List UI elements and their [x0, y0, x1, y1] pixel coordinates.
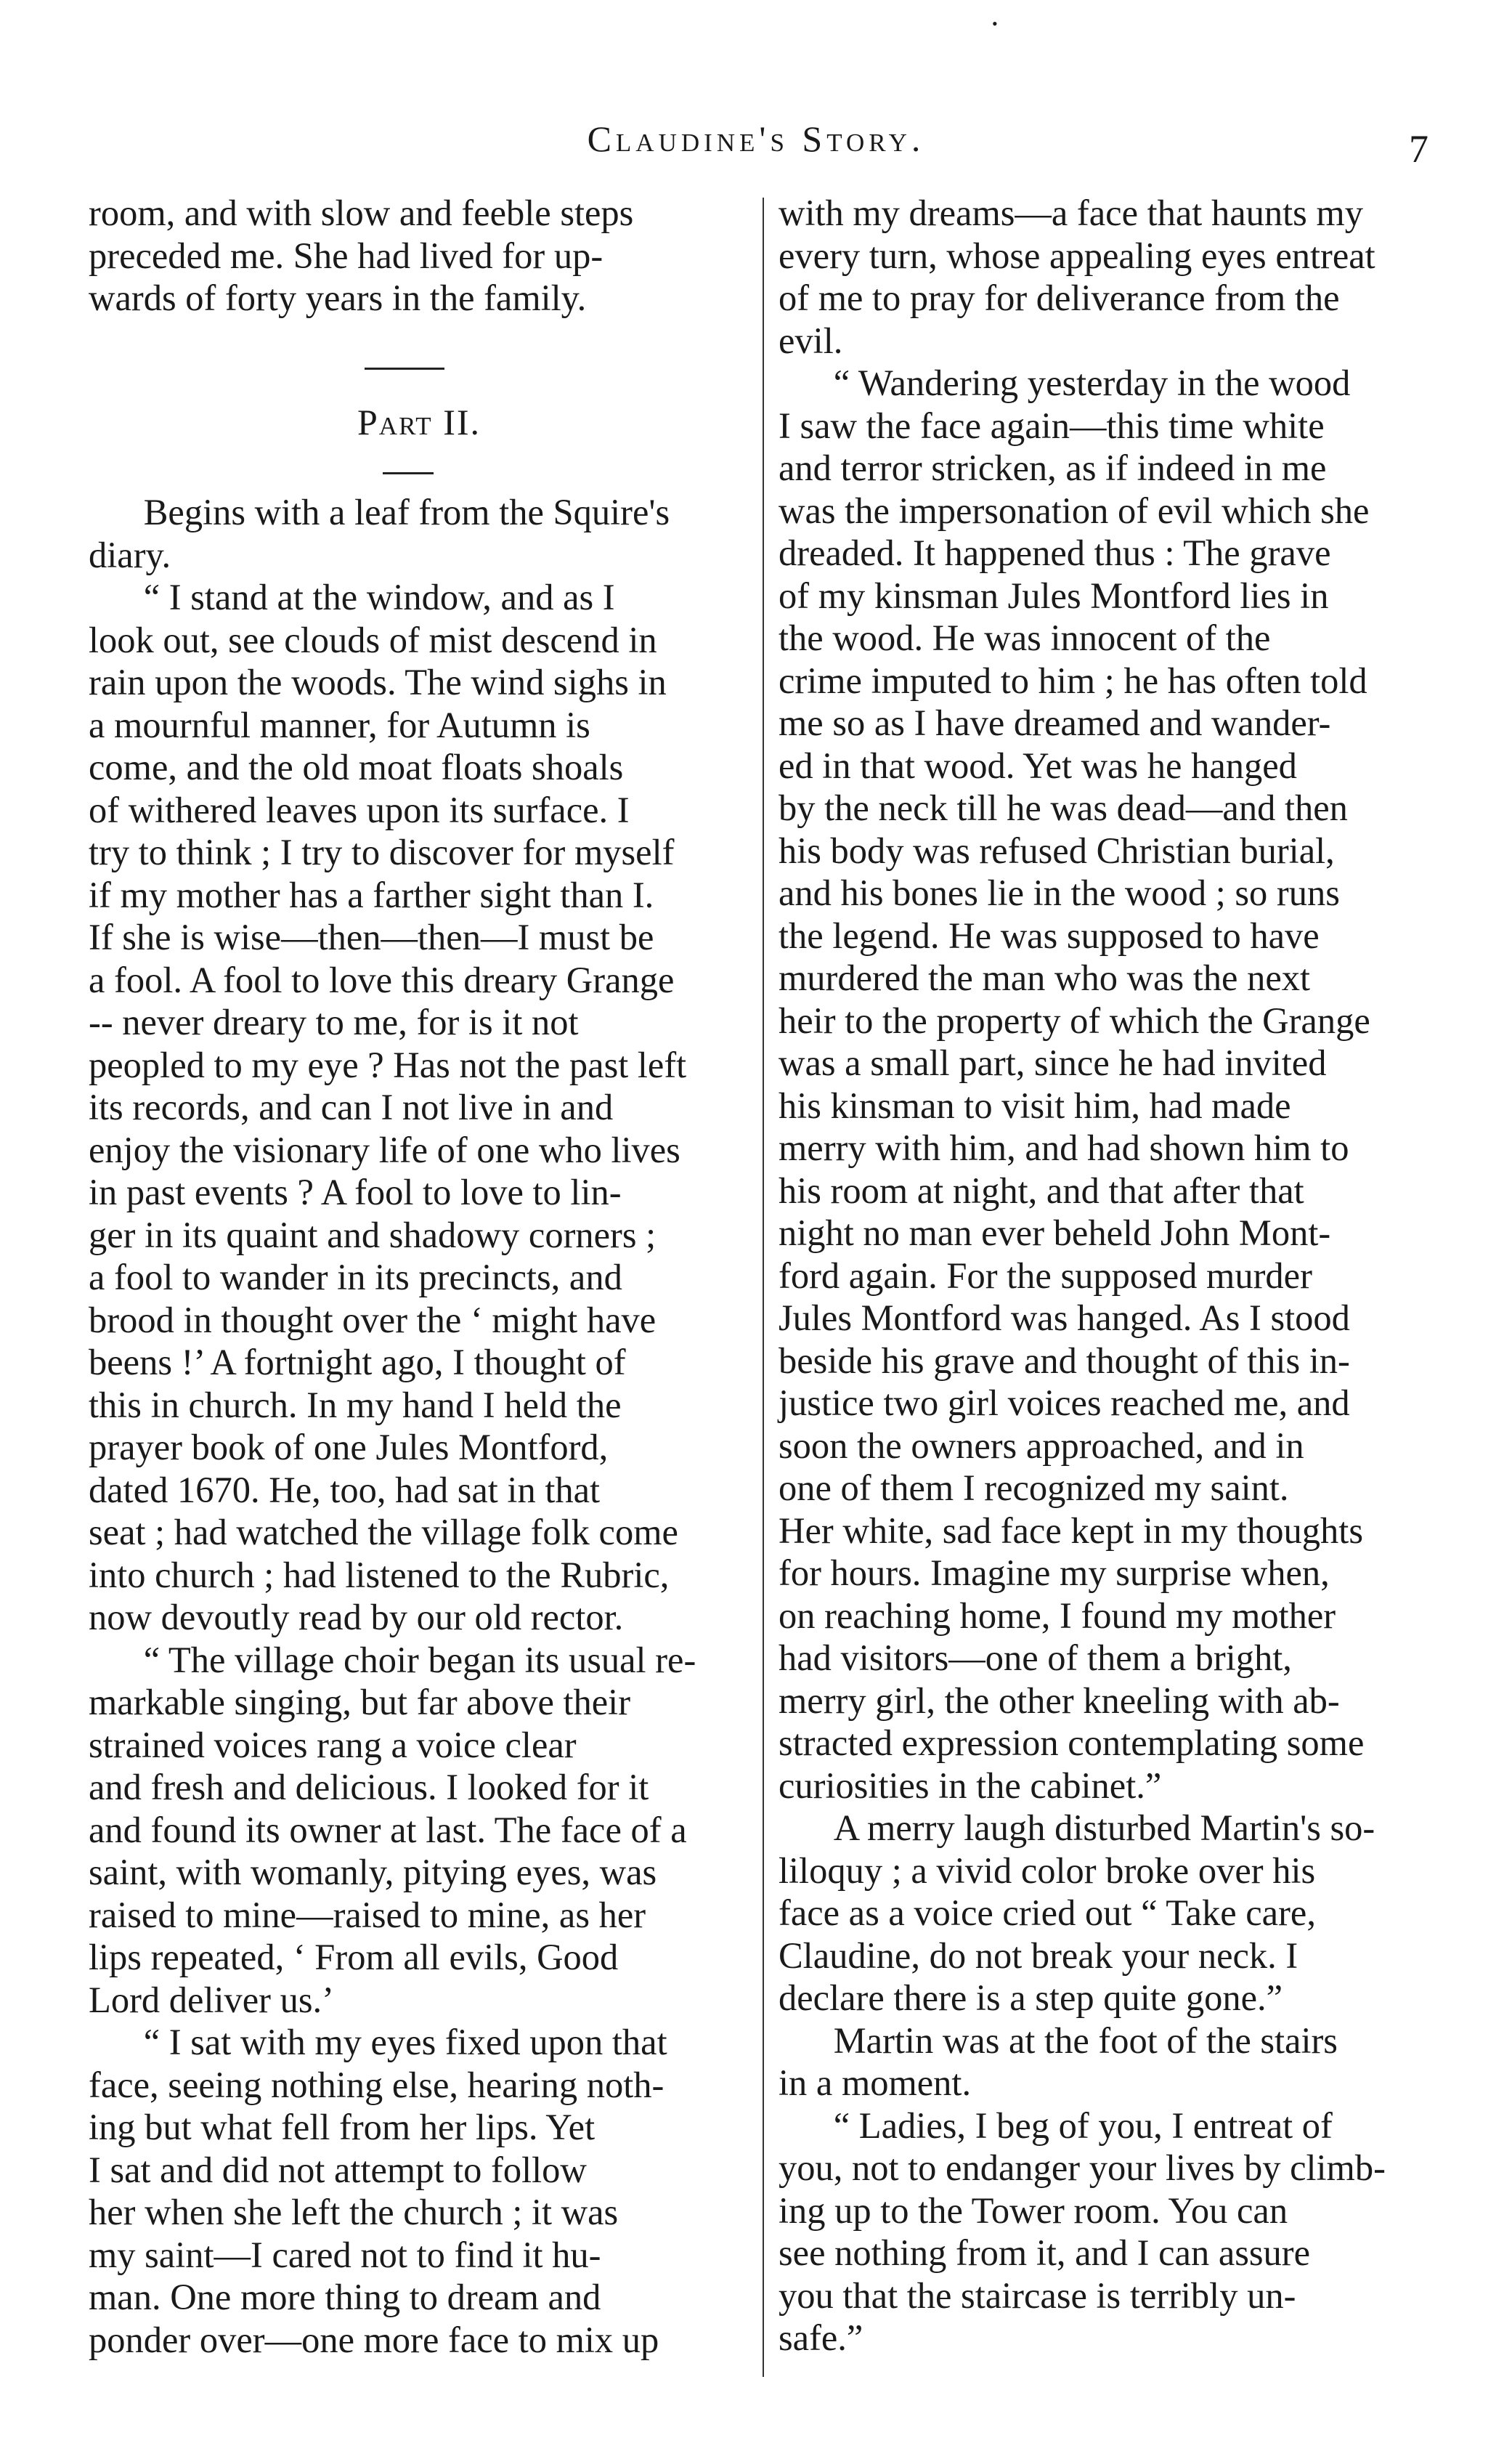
- text-line: dated 1670. He, too, had sat in that: [89, 1469, 601, 1510]
- text-line: by the neck till he was dead—and then: [779, 787, 1348, 828]
- text-line: a fool to wander in its precincts, and: [89, 1257, 622, 1297]
- text-line: preceded me. She had lived for up-: [89, 235, 603, 276]
- text-line: and found its owner at last. The face of a: [89, 1809, 687, 1850]
- left-column-body: [89, 491, 749, 2361]
- text-line: “ I stand at the window, and as I: [89, 577, 615, 617]
- text-line: heir to the property of which the Grange: [779, 1000, 1370, 1041]
- running-head: Claudine's Story.: [587, 118, 925, 159]
- text-line: the legend. He was supposed to have: [779, 915, 1320, 956]
- text-line: and his bones lie in the wood ; so runs: [779, 872, 1340, 913]
- printer-mark: •: [992, 15, 998, 33]
- text-line: try to think ; I try to discover for myself: [89, 832, 675, 872]
- text-line: ponder over—one more face to mix up: [89, 2319, 659, 2360]
- text-line: beside his grave and thought of this in-: [779, 1340, 1350, 1381]
- text-line: man. One more thing to dream and: [89, 2277, 601, 2317]
- text-line: a mournful manner, for Autumn is: [89, 704, 590, 745]
- text-line: enjoy the visionary life of one who lives: [89, 1129, 680, 1170]
- text-line: ger in its quaint and shadowy corners ;: [89, 1214, 657, 1255]
- text-line: safe.”: [779, 2317, 863, 2358]
- text-line: beens !’ A fortnight ago, I thought of: [89, 1342, 626, 1382]
- text-line: and fresh and delicious. I looked for it: [89, 1767, 649, 1807]
- text-line: the wood. He was innocent of the: [779, 617, 1271, 658]
- text-line: raised to mine—raised to mine, as her: [89, 1894, 646, 1935]
- text-line: of withered leaves upon its surface. I: [89, 789, 630, 830]
- text-line: ing but what fell from her lips. Yet: [89, 2107, 596, 2147]
- text-line: rain upon the woods. The wind sighs in: [89, 662, 667, 702]
- text-line: strained voices rang a voice clear: [89, 1724, 577, 1765]
- text-line: If she is wise—then—then—I must be: [89, 917, 654, 957]
- text-line: A merry laugh disturbed Martin's so-: [779, 1807, 1375, 1848]
- text-line: lips repeated, ‘ From all evils, Good: [89, 1937, 619, 1977]
- text-line: Martin was at the foot of the stairs: [779, 2019, 1338, 2061]
- text-line: come, and the old moat floats shoals: [89, 747, 624, 787]
- text-line: me so as I have dreamed and wander-: [779, 702, 1331, 743]
- text-line: Jules Montford was hanged. As I stood: [779, 1297, 1350, 1338]
- text-line: my saint—I cared not to find it hu-: [89, 2234, 601, 2275]
- text-line: evil.: [779, 320, 843, 361]
- text-line: night no man ever beheld John Mont-: [779, 1212, 1331, 1253]
- text-line: markable singing, but far above their: [89, 1682, 631, 1722]
- part-heading: Part II.: [357, 402, 481, 442]
- text-line: face as a voice cried out “ Take care,: [779, 1892, 1316, 1933]
- text-line: this in church. In my hand I held the: [89, 1384, 622, 1425]
- text-line: ing up to the Tower room. You can: [779, 2189, 1288, 2231]
- text-line: “ The village choir began its usual re-: [89, 1639, 696, 1680]
- right-column-body: [779, 192, 1432, 2359]
- text-line: had visitors—one of them a bright,: [779, 1637, 1292, 1678]
- text-line: was a small part, since he had invited: [779, 1042, 1327, 1083]
- text-line: murdered the man who was the next: [779, 957, 1311, 998]
- text-line: his kinsman to visit him, had made: [779, 1085, 1291, 1126]
- text-line: you that the staircase is terribly un-: [779, 2274, 1296, 2316]
- text-line: was the impersonation of evil which she: [779, 490, 1370, 531]
- text-line: for hours. Imagine my surprise when,: [779, 1552, 1330, 1593]
- text-line: and terror stricken, as if indeed in me: [779, 447, 1327, 488]
- text-line: in past events ? A fool to love to lin-: [89, 1172, 622, 1212]
- text-line: justice two girl voices reached me, and: [779, 1382, 1350, 1423]
- page-number: 7: [1409, 127, 1428, 171]
- text-line: ford again. For the supposed murder: [779, 1255, 1312, 1296]
- text-line: peopled to my eye ? Has not the past left: [89, 1044, 687, 1085]
- text-line: brood in thought over the ‘ might have: [89, 1299, 657, 1340]
- text-line: ed in that wood. Yet was he hanged: [779, 745, 1297, 786]
- text-line: his room at night, and that after that: [779, 1170, 1304, 1211]
- text-line: Begins with a leaf from the Squire's: [89, 492, 670, 532]
- text-line: of my kinsman Jules Montford lies in: [779, 575, 1329, 616]
- text-line: “ Wandering yesterday in the wood: [779, 362, 1351, 403]
- column-divider: [763, 198, 764, 2377]
- text-line: one of them I recognized my saint.: [779, 1467, 1289, 1508]
- text-line: soon the owners approached, and in: [779, 1425, 1304, 1466]
- text-line: -- never dreary to me, for is it not: [89, 1002, 579, 1042]
- text-line: “ Ladies, I beg of you, I entreat of: [779, 2104, 1333, 2146]
- text-line: see nothing from it, and I can assure: [779, 2232, 1311, 2273]
- text-line: prayer book of one Jules Montford,: [89, 1427, 609, 1467]
- text-line: stracted expression contemplating some: [779, 1722, 1365, 1763]
- section-rule-top: [365, 368, 444, 370]
- text-line: I saw the face again—this time white: [779, 405, 1325, 446]
- text-line: on reaching home, I found my mother: [779, 1595, 1336, 1636]
- text-line: seat ; had watched the village folk come: [89, 1512, 678, 1552]
- text-line: “ I sat with my eyes fixed upon that: [89, 2022, 667, 2062]
- text-line: now devoutly read by our old rector.: [89, 1597, 624, 1637]
- text-line: its records, and can I not live in and: [89, 1087, 614, 1127]
- text-line: diary.: [89, 534, 171, 575]
- text-line: I sat and did not attempt to follow: [89, 2149, 587, 2190]
- text-line: in a moment.: [779, 2062, 972, 2103]
- text-line: into church ; had listened to the Rubric,: [89, 1554, 670, 1595]
- text-line: liloquy ; a vivid color broke over his: [779, 1850, 1316, 1891]
- text-line: merry with him, and had shown him to: [779, 1127, 1349, 1168]
- text-line: wards of forty years in the family.: [89, 277, 587, 318]
- text-line: curiosities in the cabinet.”: [779, 1765, 1162, 1806]
- text-line: Her white, sad face kept in my thoughts: [779, 1510, 1363, 1551]
- text-line: a fool. A fool to love this dreary Grange: [89, 959, 675, 1000]
- section-rule-bottom: [383, 472, 434, 474]
- left-column-top: [89, 192, 749, 320]
- text-line: face, seeing nothing else, hearing noth-: [89, 2064, 664, 2105]
- text-line: of me to pray for deliverance from the: [779, 277, 1340, 318]
- text-line: Claudine, do not break your neck. I: [779, 1935, 1298, 1976]
- text-line: merry girl, the other kneeling with ab-: [779, 1680, 1340, 1721]
- text-line: declare there is a step quite gone.”: [779, 1977, 1283, 2018]
- text-line: her when she left the church ; it was: [89, 2192, 619, 2232]
- text-line: room, and with slow and feeble steps: [89, 193, 634, 233]
- text-line: his body was refused Christian burial,: [779, 830, 1335, 871]
- text-line: every turn, whose appealing eyes entreat: [779, 235, 1375, 276]
- text-line: saint, with womanly, pitying eyes, was: [89, 1852, 657, 1892]
- text-line: crime imputed to him ; he has often told: [779, 660, 1367, 701]
- text-line: dreaded. It happened thus : The grave: [779, 532, 1331, 573]
- text-line: with my dreams—a face that haunts my: [779, 193, 1363, 233]
- text-line: if my mother has a farther sight than I.: [89, 874, 654, 915]
- text-line: look out, see clouds of mist descend in: [89, 619, 657, 660]
- text-line: Lord deliver us.’: [89, 1979, 334, 2020]
- text-line: you, not to endanger your lives by climb-: [779, 2147, 1386, 2188]
